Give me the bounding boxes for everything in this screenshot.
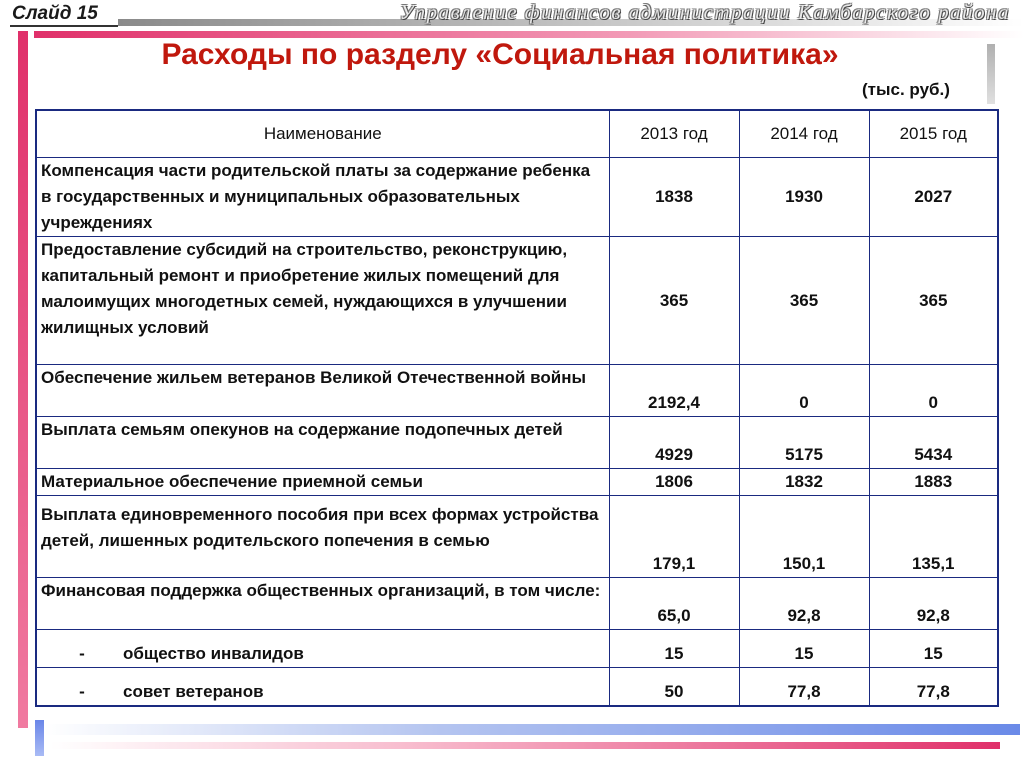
value-2014: 5175 [739,417,869,469]
row-name: Финансовая поддержка общественных организаций, в том числе: [36,578,609,630]
table-row [36,158,998,237]
table-header-row [36,110,998,158]
value-2015: 1883 [869,469,998,496]
value-2013: 1806 [609,469,739,496]
row-dash: - [79,681,85,701]
row-name-text: совет ветеранов [123,681,264,701]
column-header-2014: 2014 год [739,110,869,158]
table-row [36,630,998,668]
value-2013: 2192,4 [609,365,739,417]
page-title: Расходы по разделу «Социальная политика» [161,38,839,71]
table-row [36,496,998,578]
slide-number: Слайд 15 [12,3,98,24]
table-row [36,578,998,630]
value-2014: 92,8 [739,578,869,630]
organization-name: Управление финансов администрации Камбарского района [399,0,1010,24]
value-2014: 1930 [739,158,869,237]
row-name: Выплата единовременного пособия при всех формах устройства детей, лишенных родительского попечения в семью [36,496,609,578]
table-row [36,668,998,706]
value-2014: 0 [739,365,869,417]
table-row [36,417,998,469]
table-row [36,237,998,365]
row-name: Обеспечение жильем ветеранов Великой Отечественной войны [36,365,609,417]
value-2013: 4929 [609,417,739,469]
value-2014: 77,8 [739,668,869,706]
column-header-name: Наименование [36,110,609,158]
value-2015: 77,8 [869,668,998,706]
row-name: Предоставление субсидий на строительство, реконструкцию, капитальный ремонт и приобретение жилых помещений для малоимущих многодетных семей, нуждающихся в улучшении жилищных условий [36,237,609,365]
column-header-2013: 2013 год [609,110,739,158]
value-2014: 1832 [739,469,869,496]
value-2013: 50 [609,668,739,706]
value-2014: 365 [739,237,869,365]
left-red-stripe [18,31,28,728]
value-2013: 65,0 [609,578,739,630]
value-2015: 92,8 [869,578,998,630]
value-2015: 135,1 [869,496,998,578]
slide-number-underline [10,25,118,27]
value-2013: 179,1 [609,496,739,578]
row-name: Выплата семьям опекунов на содержание подопечных детей [36,417,609,469]
row-name-text: общество инвалидов [123,644,304,663]
value-2013: 1838 [609,158,739,237]
value-2014: 150,1 [739,496,869,578]
value-2013: 365 [609,237,739,365]
sub-row-name [36,668,609,706]
row-name: Компенсация части родительской платы за содержание ребенка в государственных и муниципальных образовательных учреждениях [36,158,609,237]
table-row [36,365,998,417]
footer-blue-stripe [44,724,1020,735]
value-2015: 365 [869,237,998,365]
value-2013: 15 [609,630,739,668]
value-2015: 2027 [869,158,998,237]
units-label: (тыс. руб.) [862,80,950,99]
value-2015: 0 [869,365,998,417]
sub-row-name [36,630,609,668]
footer-red-stripe [50,742,1000,749]
value-2015: 5434 [869,417,998,469]
header-red-stripe [34,31,1024,38]
table-row [36,469,998,496]
value-2014: 15 [739,630,869,668]
value-2015: 15 [869,630,998,668]
column-header-2015: 2015 год [869,110,998,158]
expenses-table [35,109,999,707]
row-dash: - [79,644,85,663]
left-blue-stripe [35,720,44,756]
row-name: Материальное обеспечение приемной семьи [36,469,609,496]
